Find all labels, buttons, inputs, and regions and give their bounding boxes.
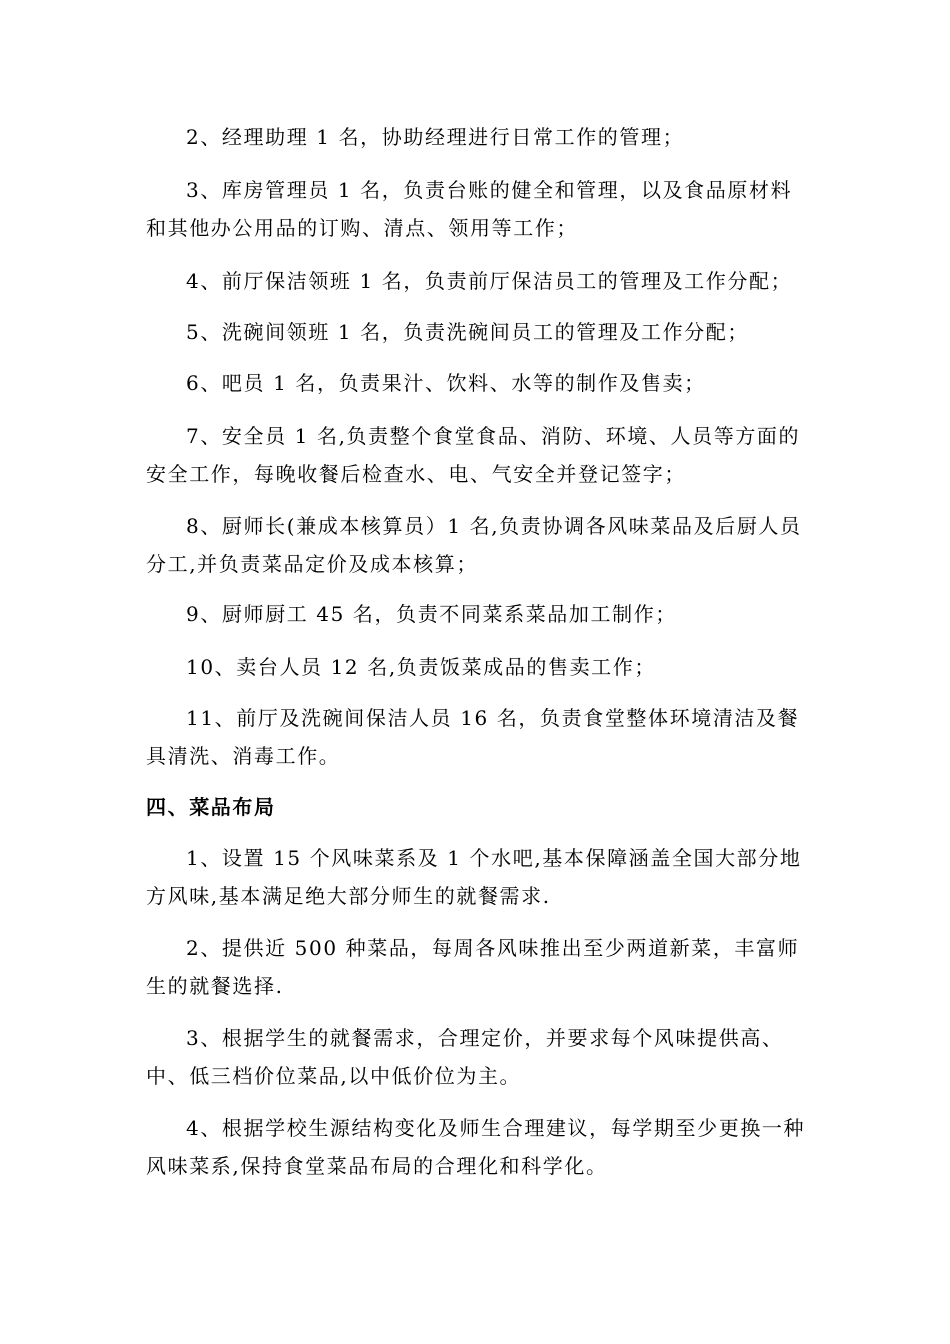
staff-item-5: 5、洗碗间领班 1 名，负责洗碗间员工的管理及工作分配； — [186, 320, 749, 344]
layout-item-2: 2、提供近 500 种菜品，每周各风味推出至少两道新菜，丰富师生的就餐选择. — [146, 936, 800, 998]
staff-item-4: 4、前厅保洁领班 1 名，负责前厅保洁员工的管理及工作分配； — [186, 269, 793, 293]
staff-item-9: 9、厨师厨工 45 名，负责不同菜系菜品加工制作； — [186, 602, 677, 626]
layout-item-4: 4、根据学校生源结构变化及师生合理建议，每学期至少更换一种风味菜系,保持食堂菜品布局的合理化和科学化。 — [146, 1116, 806, 1178]
staff-item-7: 7、安全员 1 名,负责整个食堂食品、消防、环境、人员等方面的安全工作，每晚收餐后检查水、电、气安全并登记签字； — [146, 424, 801, 486]
staff-item-3: 3、库房管理员 1 名，负责台账的健全和管理，以及食品原材料和其他办公用品的订购、清点、领用等工作； — [146, 178, 793, 240]
staff-item-2: 2、经理助理 1 名，协助经理进行日常工作的管理； — [186, 125, 685, 149]
staff-item-6: 6、吧员 1 名，负责果汁、饮料、水等的制作及售卖； — [186, 371, 706, 395]
staff-item-10: 10、卖台人员 12 名,负责饭菜成品的售卖工作； — [186, 655, 656, 679]
staff-item-8: 8、厨师长(兼成本核算员）1 名,负责协调各风味菜品及后厨人员分工,并负责菜品定价及成本核算； — [146, 514, 802, 576]
layout-item-1: 1、设置 15 个风味菜系及 1 个水吧,基本保障涵盖全国大部分地方风味,基本满足绝大部分师生的就餐需求. — [146, 846, 802, 908]
layout-item-3: 3、根据学生的就餐需求，合理定价，并要求每个风味提供高、中、低三档价位菜品,以中低价位为主。 — [146, 1026, 784, 1088]
section-heading: 四、菜品布局 — [146, 795, 276, 819]
staff-item-11: 11、前厅及洗碗间保洁人员 16 名，负责食堂整体环境清洁及餐具清洗、消毒工作。 — [146, 706, 800, 768]
